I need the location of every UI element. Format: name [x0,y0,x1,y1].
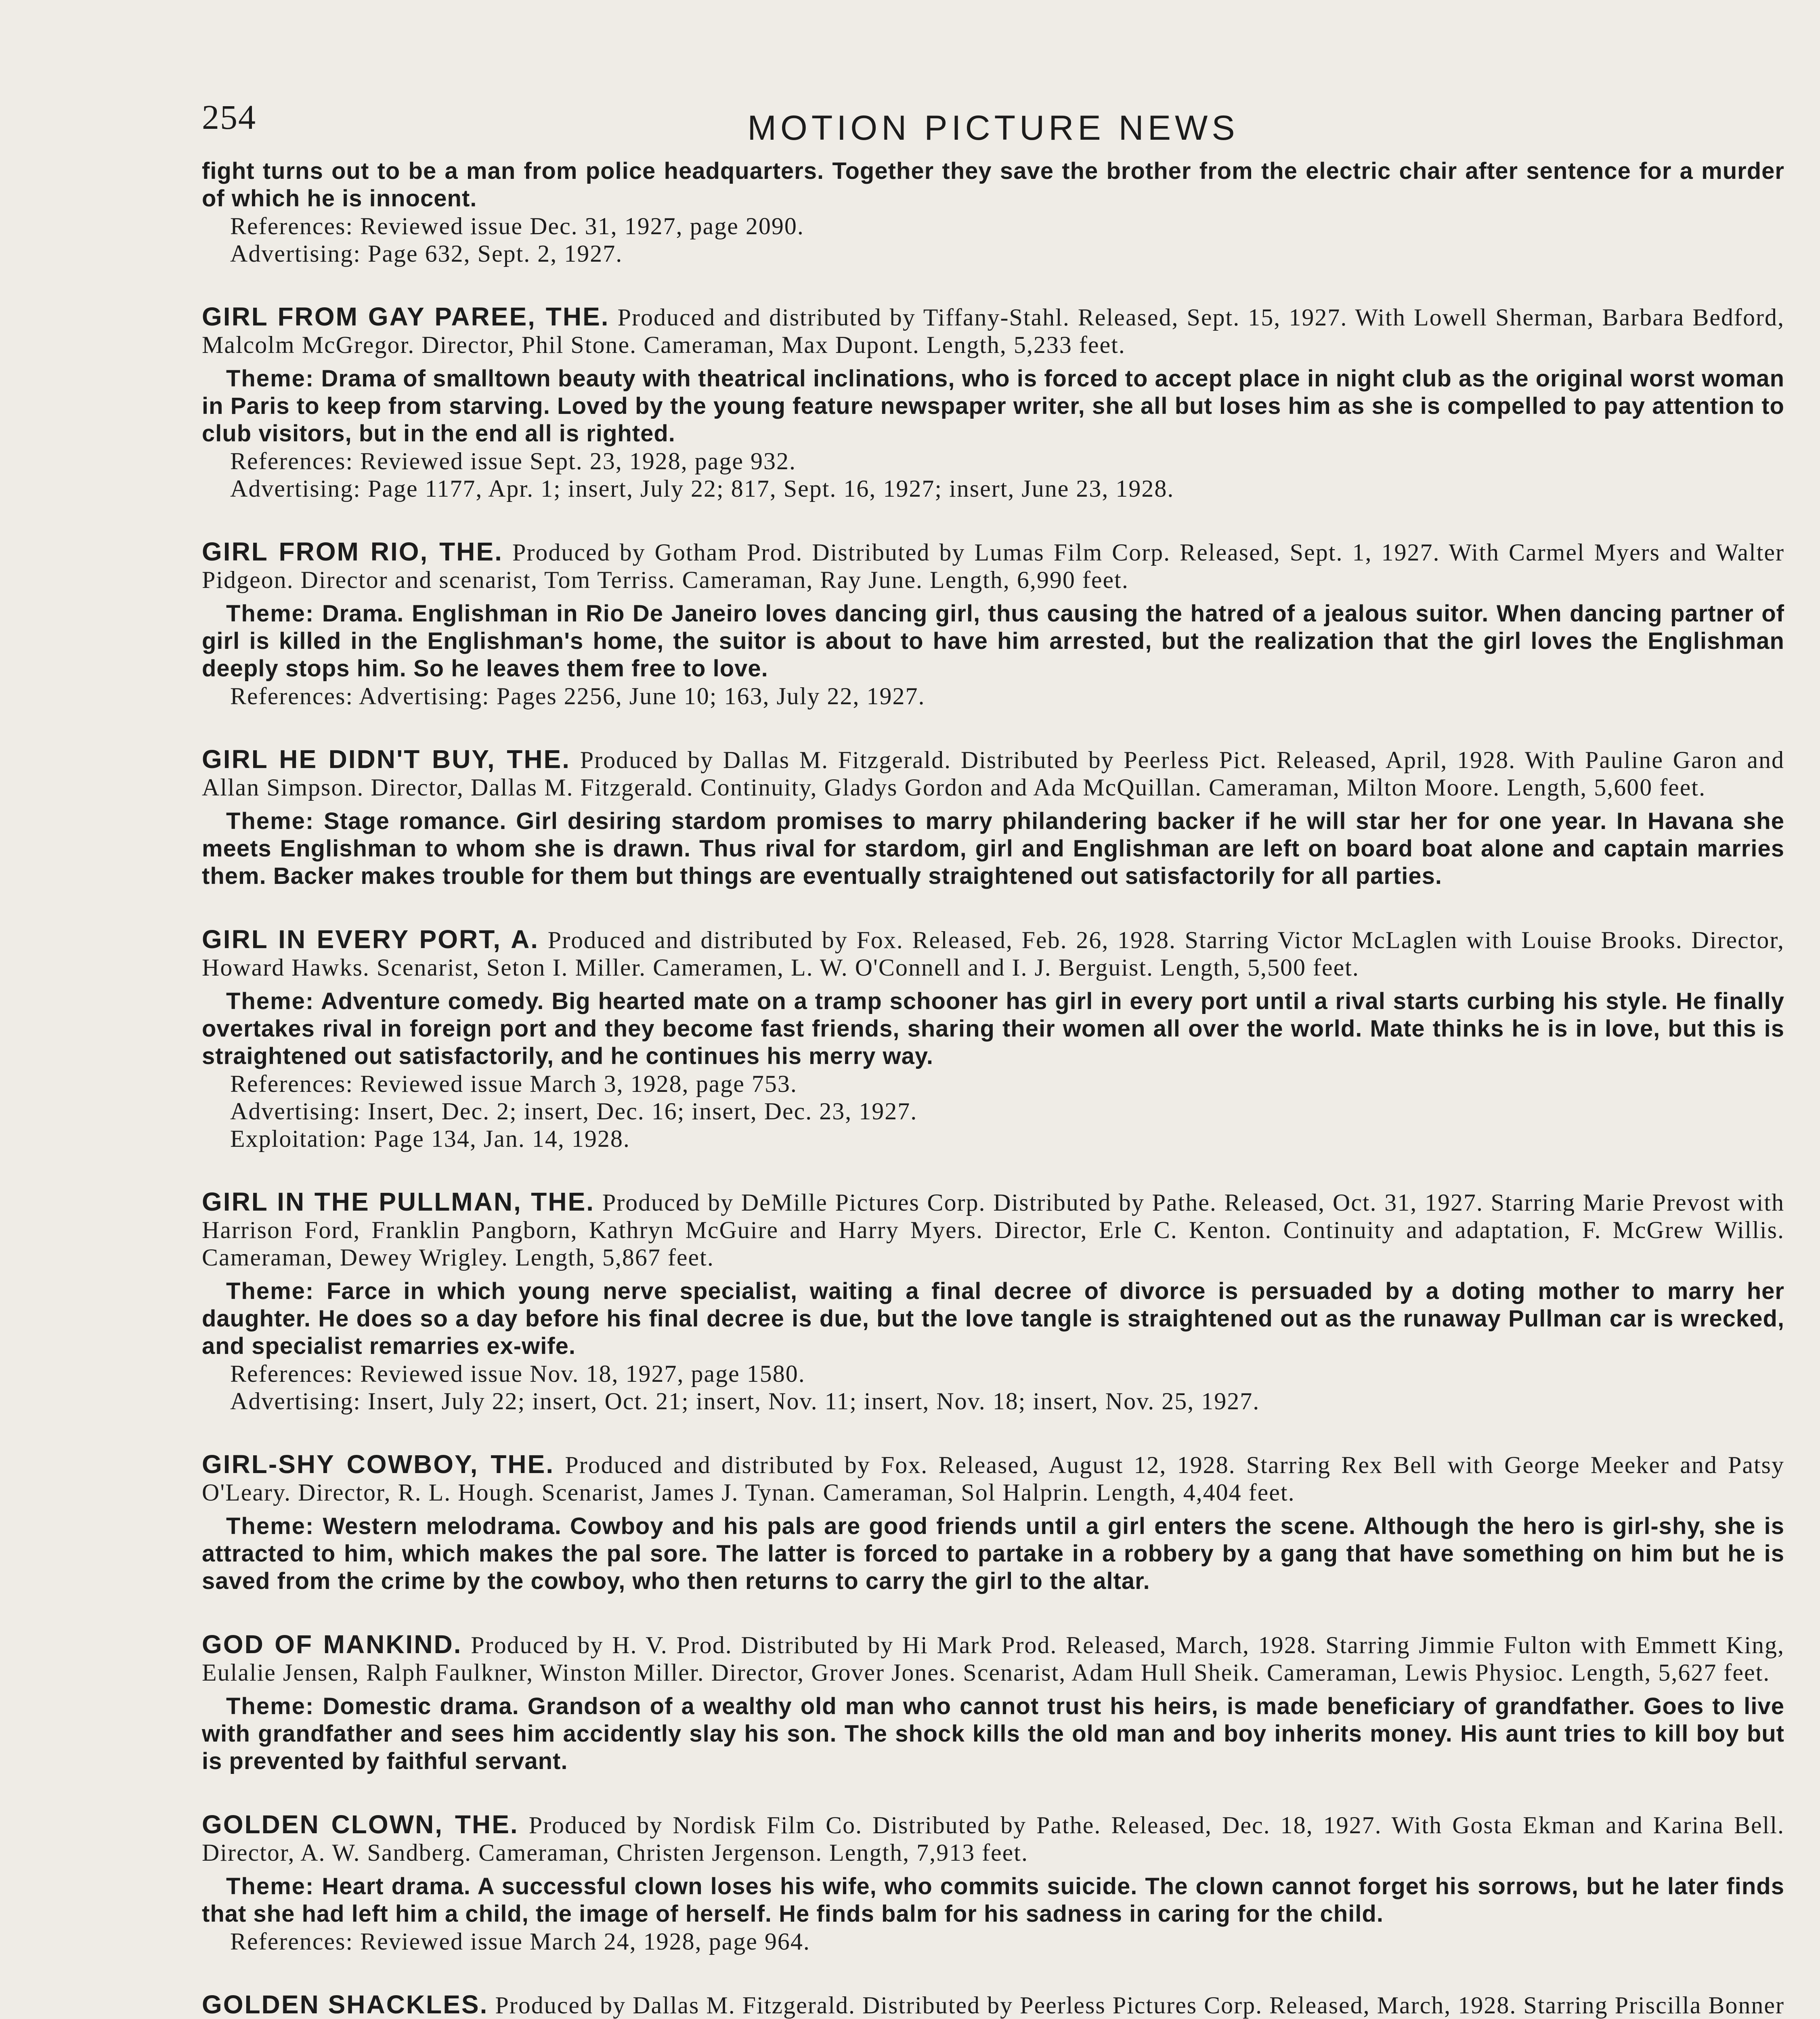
reference-line: Advertising: Insert, July 22; insert, Oct. 21; insert, Nov. 11; insert, Nov. 18; insert, Nov. 25, 1927. [230,1388,1260,1415]
theme-label: Theme: [226,1278,315,1304]
reference-line: References: Reviewed issue Sept. 23, 1928, page 932. [230,448,796,474]
theme-text: Stage romance. Girl desiring stardom promises to marry philandering backer if he will star her for one year. In Havana she meets Englishman to whom she is drawn. Thus rival for stardom, girl and Englishman are left on board boat alone and captain marries them. Backer makes trouble for them but things are eventually straightened out satisfactorily for all parties. [202,808,1784,889]
reference-line: Exploitation: Page 134, Jan. 14, 1928. [230,1125,630,1152]
entry-references [230,1360,1784,1415]
page-number: 254 [202,98,256,136]
entry-credits [202,1450,1784,1506]
entry-title: GOLDEN CLOWN, THE. [202,1810,519,1839]
entry-credits [202,1991,1784,2019]
reference-line: References: Reviewed issue March 3, 1928, page 753. [230,1070,797,1097]
entry-theme [202,365,1784,447]
theme-text: Drama of smalltown beauty with theatrical inclinations, who is forced to accept place in night club as the original worst woman in Paris to keep from starving. Loved by the young feature newspaper writer, she all but loses him as she is compelled to pay attention to club visitors, but in the end all is righted. [202,365,1784,447]
reference-line: Advertising: Insert, Dec. 2; insert, Dec. 16; insert, Dec. 23, 1927. [230,1098,918,1125]
entry-credits [202,745,1784,801]
entry-credits-text: Produced by Dallas M. Fitzgerald. Distributed by Peerless Pictures Corp. Released, March, 1928. Starring Priscilla Bonner [495,1992,1784,2019]
entry-references [230,682,1784,710]
entry-theme [202,808,1784,890]
continuation [202,157,1784,267]
film-entry [202,538,1784,710]
entry-theme [202,1278,1784,1360]
theme-label: Theme: [226,1513,315,1539]
theme-text: Heart drama. A successful clown loses his wife, who commits suicide. The clown cannot forget his sorrows, but he later finds that she had left him a child, the image of herself. He finds balm for his sadness in caring for the child. [202,1873,1784,1927]
reference-line: Advertising: Page 632, Sept. 2, 1927. [230,240,623,267]
reference-line: Advertising: Page 1177, Apr. 1; insert, July 22; 817, Sept. 16, 1927; insert, June 23, 1928. [230,475,1174,502]
film-entry [202,926,1784,1152]
entry-credits [202,1188,1784,1271]
theme-text: Drama. Englishman in Rio De Janeiro loves dancing girl, thus causing the hatred of a jealous suitor. When dancing partner of girl is killed in the Englishman's home, the suitor is about to have him arrested, but the realization that the girl loves the Englishman deeply stops him. So he leaves them free to love. [202,600,1784,682]
entry-credits-text: Produced and distributed by Fox. Released, Feb. 26, 1928. Starring Victor McLaglen with Louise Brooks. Director, Howard Hawks. Scenarist, Seton I. Miller. Cameramen, L. W. O'Connell and I. J. Berguist. Length, 5,500 feet. [202,927,1785,981]
entry-title: GIRL HE DIDN'T BUY, THE. [202,745,571,774]
reference-line: References: Advertising: Pages 2256, June 10; 163, July 22, 1927. [230,683,925,709]
entry-title: GOLDEN SHACKLES. [202,1990,489,2019]
film-entry [202,1631,1784,1775]
reference-line: References: Reviewed issue March 24, 1928, page 964. [230,1928,810,1955]
theme-label: Theme: [226,1693,315,1719]
entry-title: GOD OF MANKIND. [202,1630,462,1659]
theme-text: Farce in which young nerve specialist, waiting a final decree of divorce is persuaded by a doting mother to marry her daughter. He does so a day before his final decree is due, but the love tangle is straightened out as the runaway Pullman car is wrecked, and specialist remarries ex-wife. [202,1278,1784,1359]
page-header [202,97,1784,157]
entry-title: GIRL-SHY COWBOY, THE. [202,1450,555,1479]
entry-theme [202,1513,1784,1595]
theme-label: Theme: [226,600,315,627]
film-entry [202,1991,1784,2019]
continuation-refs [230,212,1784,267]
page [202,97,1784,2019]
theme-label: Theme: [226,365,315,392]
theme-text: Adventure comedy. Big hearted mate on a tramp schooner has girl in every port until a rival starts curbing his style. He finally overtakes rival in foreign port and they become fast friends, sharing their women all over the world. Mate thinks he is in love, but this is straightened out satisfactorily, and he continues his merry way. [202,988,1784,1069]
entry-theme [202,600,1784,682]
entry-credits [202,538,1784,594]
reference-line: References: Reviewed issue Dec. 31, 1927, page 2090. [230,213,804,239]
entry-references [230,447,1784,502]
entry-credits-text: Produced by Gotham Prod. Distributed by Lumas Film Corp. Released, Sept. 1, 1927. With Carmel Myers and Walter Pidgeon. Director and scenarist, Tom Terriss. Cameraman, Ray June. Length, 6,990 feet. [202,539,1785,593]
entry-title: GIRL FROM GAY PAREE, THE. [202,302,610,331]
reference-line: References: Reviewed issue Nov. 18, 1927, page 1580. [230,1360,805,1387]
entry-credits-text: Produced by H. V. Prod. Distributed by Hi Mark Prod. Released, March, 1928. Starring Jimmie Fulton with Emmett King, Eulalie Jensen, Ralph Faulkner, Winston Miller. Director, Grover Jones. Scenarist, Adam Hull Sheik. Cameraman, Lewis Physioc. Length, 5,627 feet. [202,1632,1785,1686]
theme-label: Theme: [226,988,315,1014]
film-entry [202,1450,1784,1595]
continuation-text: fight turns out to be a man from police headquarters. Together they save the brother from the electric chair after sentence for a murder of which he is innocent. [202,158,1784,212]
film-entry [202,303,1784,502]
film-entries [202,303,1784,2019]
theme-text: Domestic drama. Grandson of a wealthy old man who cannot trust his heirs, is made beneficiary of grandfather. Goes to live with grandfather and sees him accidently slay his son. The shock kills the old man and boy inherits money. His aunt tries to kill boy but is prevented by faithful servant. [202,1693,1784,1774]
entry-credits-text: Produced and distributed by Fox. Released, August 12, 1928. Starring Rex Bell with George Meeker and Patsy O'Leary. Director, R. L. Hough. Scenarist, James J. Tynan. Cameraman, Sol Halprin. Length, 4,404 feet. [202,1452,1785,1506]
entry-credits-text: Produced by Dallas M. Fitzgerald. Distributed by Peerless Pict. Released, April, 1928. With Pauline Garon and Allan Simpson. Director, Dallas M. Fitzgerald. Continuity, Gladys Gordon and Ada McQuillan. Cameraman, Milton Moore. Length, 5,600 feet. [202,747,1785,801]
film-entry [202,745,1784,890]
entry-title: GIRL IN THE PULLMAN, THE. [202,1187,595,1216]
entry-references [230,1928,1784,1955]
film-entry [202,1811,1784,1955]
running-title: MOTION PICTURE NEWS [747,109,1239,147]
entry-theme [202,988,1784,1070]
theme-label: Theme: [226,808,315,834]
entry-theme [202,1693,1784,1775]
entry-credits [202,926,1784,981]
entry-credits-text: Produced by DeMille Pictures Corp. Distributed by Pathe. Released, Oct. 31, 1927. Starring Marie Prevost with Harrison Ford, Franklin Pangborn, Kathryn McGuire and Harry Myers. Director, Erle C. Kenton. Continuity and adaptation, F. McGrew Willis. Cameraman, Dewey Wrigley. Length, 5,867 feet. [202,1189,1785,1271]
entry-references [230,1070,1784,1152]
entry-credits [202,1631,1784,1686]
entry-credits-text: Produced and distributed by Tiffany-Stahl. Released, Sept. 15, 1927. With Lowell Sherman, Barbara Bedford, Malcolm McGregor. Director, Phil Stone. Cameraman, Max Dupont. Length, 5,233 feet. [202,304,1785,358]
theme-label: Theme: [226,1873,315,1899]
entry-credits [202,1811,1784,1866]
entry-title: GIRL IN EVERY PORT, A. [202,925,539,954]
entry-credits-text: Produced by Nordisk Film Co. Distributed by Pathe. Released, Dec. 18, 1927. With Gosta Ekman and Karina Bell. Director, A. W. Sandberg. Cameraman, Christen Jergenson. Length, 7,913 feet. [202,1812,1785,1866]
theme-text: Western melodrama. Cowboy and his pals are good friends until a girl enters the scene. Although the hero is girl-shy, she is attracted to him, which makes the pal sore. The latter is forced to partake in a robbery by a gang that have something on him but he is saved from the crime by the cowboy, who then returns to carry the girl to the altar. [202,1513,1784,1594]
entry-credits [202,303,1784,359]
entry-title: GIRL FROM RIO, THE. [202,537,503,566]
entry-theme [202,1873,1784,1928]
film-entry [202,1188,1784,1415]
